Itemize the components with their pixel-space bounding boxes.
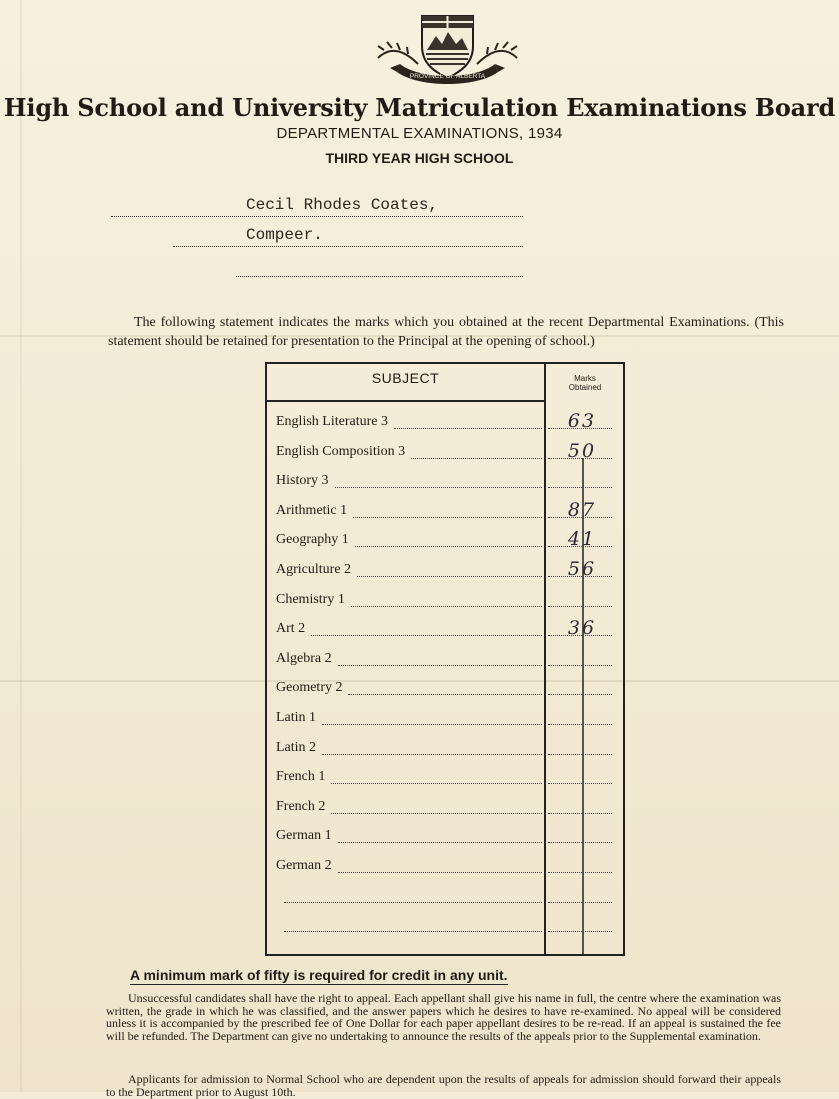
subject-label: Chemistry 1 [276, 592, 345, 607]
intro-statement: The following statement indicates the marks which you obtained at the recent Departmental Examinations. (This statement should be retained for presentation to the Principal at the opening of school.) [108, 315, 784, 349]
marks-header-line2: Obtained [568, 383, 602, 392]
leader-dots [353, 516, 542, 518]
recipient-name: Cecil Rhodes Coates, [246, 196, 439, 214]
subject-label: Algebra 2 [276, 651, 332, 666]
subject-label: History 3 [276, 473, 329, 488]
mark-value: 36 [567, 617, 597, 639]
mark-dotted-line [548, 783, 612, 784]
table-row [276, 617, 612, 639]
subject-label: French 2 [276, 799, 326, 814]
marks-column-header [548, 374, 622, 392]
subject-label: Arithmetic 1 [276, 503, 348, 518]
mark-dotted-line [548, 754, 612, 755]
leader-dots [284, 901, 542, 903]
table-row [276, 736, 612, 758]
table-row [276, 558, 612, 580]
mark-dotted-line [548, 902, 612, 903]
mark-value: 50 [567, 440, 597, 462]
leader-dots [331, 812, 542, 814]
table-row [276, 588, 612, 610]
subject-label: English Literature 3 [276, 414, 388, 429]
province-crest-icon [370, 6, 525, 88]
subject-label: Latin 2 [276, 740, 317, 755]
leader-dots [357, 575, 542, 577]
table-row [276, 884, 612, 906]
leader-dots [338, 841, 542, 843]
address-line-3 [236, 256, 523, 277]
table-row [276, 647, 612, 669]
leader-dots [331, 782, 542, 784]
mark-dotted-line [548, 872, 612, 873]
leader-dots [338, 871, 542, 873]
mark-dotted-line [548, 842, 612, 843]
subject-label: French 1 [276, 769, 326, 784]
recipient-place: Compeer. [246, 226, 323, 244]
leader-dots [335, 486, 542, 488]
leader-dots [351, 605, 542, 607]
mark-dotted-line [548, 694, 612, 695]
table-row [276, 795, 612, 817]
table-row [276, 528, 612, 550]
table-row [276, 913, 612, 935]
leader-dots [322, 753, 542, 755]
subject-column-header: SUBJECT [371, 370, 440, 386]
mark-dotted-line [548, 813, 612, 814]
table-row [276, 854, 612, 876]
table-row [276, 706, 612, 728]
mark-value: 87 [567, 499, 597, 521]
address-line-2 [173, 226, 523, 247]
appeal-paragraph: Unsuccessful candidates shall have the right to appeal. Each appellant shall give his name in full, the centre where the examination was written, the grade in which he was classified, and the answer papers which he desires to have re-examined. No appeal will be considered unless it is accompanied by the prescribed fee of One Dollar for each paper appellant desires to be re-read. If an appeal is sustained the fee will be refunded. The Department can give no undertaking to announce the results of the appeals prior to the Supplemental examination. [106, 991, 781, 1043]
leader-dots [322, 723, 542, 725]
leader-dots [348, 693, 542, 695]
subject-label: Geography 1 [276, 532, 349, 547]
crest-ribbon-text: PROVINCE OF ALBERTA [409, 73, 486, 80]
leader-dots [311, 634, 542, 636]
table-row [276, 469, 612, 491]
mark-dotted-line [548, 724, 612, 725]
mark-value: 41 [567, 528, 597, 550]
subject-label: Agriculture 2 [276, 562, 352, 577]
mark-dotted-line [548, 931, 612, 932]
marks-header-line1: Marks [574, 374, 596, 383]
leader-dots [284, 930, 542, 932]
subject-label: Art 2 [276, 621, 306, 636]
table-row [276, 410, 612, 432]
mark-dotted-line [548, 487, 612, 488]
header-rule [267, 400, 545, 402]
leader-dots [338, 664, 542, 666]
table-row [276, 676, 612, 698]
mark-value: 63 [567, 410, 597, 432]
mark-dotted-line [548, 606, 612, 607]
leader-dots [394, 427, 542, 429]
table-row [276, 440, 612, 462]
minimum-mark-note: A minimum mark of fifty is required for credit in any unit. [130, 967, 508, 983]
table-row [276, 765, 612, 787]
grade-level: THIRD YEAR HIGH SCHOOL [325, 150, 514, 166]
subject-label: English Composition 3 [276, 444, 406, 459]
subject-label: German 1 [276, 828, 332, 843]
subject-label: Latin 1 [276, 710, 317, 725]
exam-subtitle: DEPARTMENTAL EXAMINATIONS, 1934 [276, 125, 563, 142]
page-title: High School and University Matriculation Examinations Board [3, 93, 836, 122]
subject-label: Geometry 2 [276, 680, 343, 695]
subject-label: German 2 [276, 858, 332, 873]
table-row [276, 824, 612, 846]
leader-dots [355, 545, 542, 547]
mark-dotted-line [548, 665, 612, 666]
table-row [276, 499, 612, 521]
normal-school-paragraph: Applicants for admission to Normal School who are dependent upon the results of appeals for admission should forward their appeals to the Department prior to August 10th. [106, 1072, 781, 1099]
leader-dots [411, 457, 542, 459]
mark-value: 56 [567, 558, 597, 580]
